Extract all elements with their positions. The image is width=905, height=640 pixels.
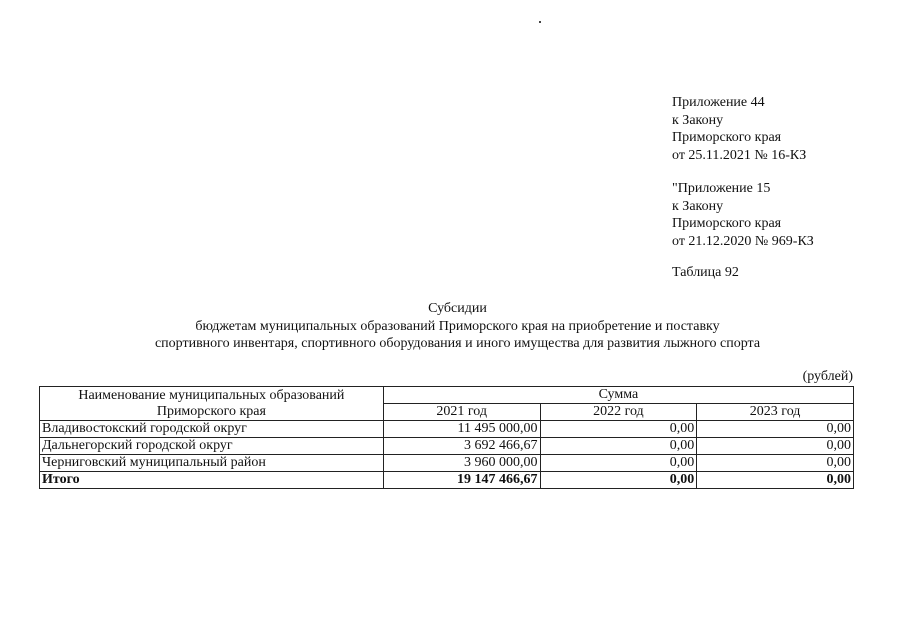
table-row — [40, 455, 854, 472]
appendix-line: от 25.11.2021 № 16-КЗ — [672, 147, 807, 163]
appendix-previous-reference — [672, 180, 814, 250]
table-header-row — [40, 387, 854, 404]
amount-2022: 0,00 — [540, 455, 697, 472]
appendix-line: к Закону — [672, 198, 724, 214]
municipality-name: Владивостокский городской округ — [40, 421, 384, 438]
appendix-line: Приморского края — [672, 130, 782, 145]
appendix-line: от 21.12.2020 № 969-КЗ — [672, 233, 814, 249]
scan-dot — [539, 21, 541, 23]
total-label: Итого — [40, 472, 384, 489]
amount-2021: 11 495 000,00 — [383, 421, 540, 438]
appendix-line: "Приложение 15 — [672, 181, 771, 196]
total-2022: 0,00 — [540, 472, 697, 489]
municipality-name: Дальнегорский городской округ — [40, 438, 384, 455]
header-sum-cell: Сумма — [383, 387, 853, 404]
table-row — [40, 421, 854, 438]
table-number: Таблица 92 — [672, 265, 739, 280]
title-line-2: бюджетам муниципальных образований Приморского края на приобретение и поставку — [195, 318, 720, 334]
municipality-name: Черниговский муниципальный район — [40, 455, 384, 472]
amount-2021: 3 692 466,67 — [383, 438, 540, 455]
table-row — [40, 438, 854, 455]
header-year-2022: 2022 год — [540, 404, 697, 421]
header-year-2023: 2023 год — [697, 404, 854, 421]
amount-2022: 0,00 — [540, 438, 697, 455]
appendix-line: Приложение 44 — [672, 95, 765, 110]
amount-2023: 0,00 — [697, 455, 854, 472]
appendix-current-reference — [672, 94, 806, 164]
total-row — [40, 472, 854, 489]
title-line-3: спортивного инвентаря, спортивного оборудования и иного имущества для развития лыжного спорта — [154, 336, 761, 351]
header-name-cell — [40, 387, 384, 421]
amount-2021: 3 960 000,00 — [383, 455, 540, 472]
total-2023: 0,00 — [697, 472, 854, 489]
title-line-1: Субсидии — [428, 301, 487, 316]
appendix-line: к Закону — [672, 112, 724, 128]
units-label: (рублей) — [802, 369, 853, 384]
header-name-line-2: Приморского края — [156, 403, 266, 419]
header-name-line-1: Наименование муниципальных образований — [78, 387, 345, 403]
amount-2023: 0,00 — [697, 438, 854, 455]
appendix-line: Приморского края — [672, 216, 782, 231]
amount-2023: 0,00 — [697, 421, 854, 438]
total-2021: 19 147 466,67 — [383, 472, 540, 489]
document-title — [40, 300, 875, 353]
header-year-2021: 2021 год — [383, 404, 540, 421]
amount-2022: 0,00 — [540, 421, 697, 438]
subsidy-table — [39, 386, 854, 489]
